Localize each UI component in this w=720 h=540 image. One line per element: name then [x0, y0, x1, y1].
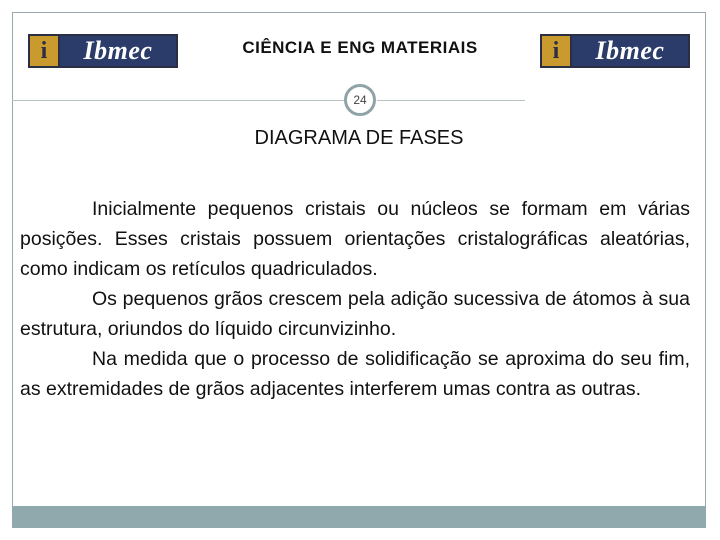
- course-title: CIÊNCIA E ENG MATERIAIS: [242, 38, 478, 57]
- header-divider-right: [377, 100, 525, 101]
- logo-wordmark: Ibmec: [572, 36, 688, 66]
- ibmec-logo-left: [28, 34, 178, 68]
- paragraph: Os pequenos grãos crescem pela adição sucessiva de átomos à sua estrutura, oriundos do líquido circunvizinho.: [20, 288, 690, 340]
- slide-title: DIAGRAMA DE FASES: [254, 127, 464, 149]
- paragraph: Na medida que o processo de solidificação se aproxima do seu fim, as extremidades de grãos adjacentes interferem umas contra as outras.: [20, 348, 690, 400]
- paragraph: Inicialmente pequenos cristais ou núcleos se formam em várias posições. Esses cristais possuem orientações cristalográficas aleatórias, como indicam os retículos quadriculados.: [20, 198, 690, 280]
- logo-wordmark: Ibmec: [60, 36, 176, 66]
- logo-mark-icon: i: [30, 36, 60, 66]
- footer-bar: [12, 506, 706, 528]
- slide-body: [20, 194, 690, 404]
- page-number-badge: 24: [344, 84, 376, 116]
- logo-mark-icon: i: [542, 36, 572, 66]
- ibmec-logo-right: [540, 34, 690, 68]
- header-divider-left: [12, 100, 345, 101]
